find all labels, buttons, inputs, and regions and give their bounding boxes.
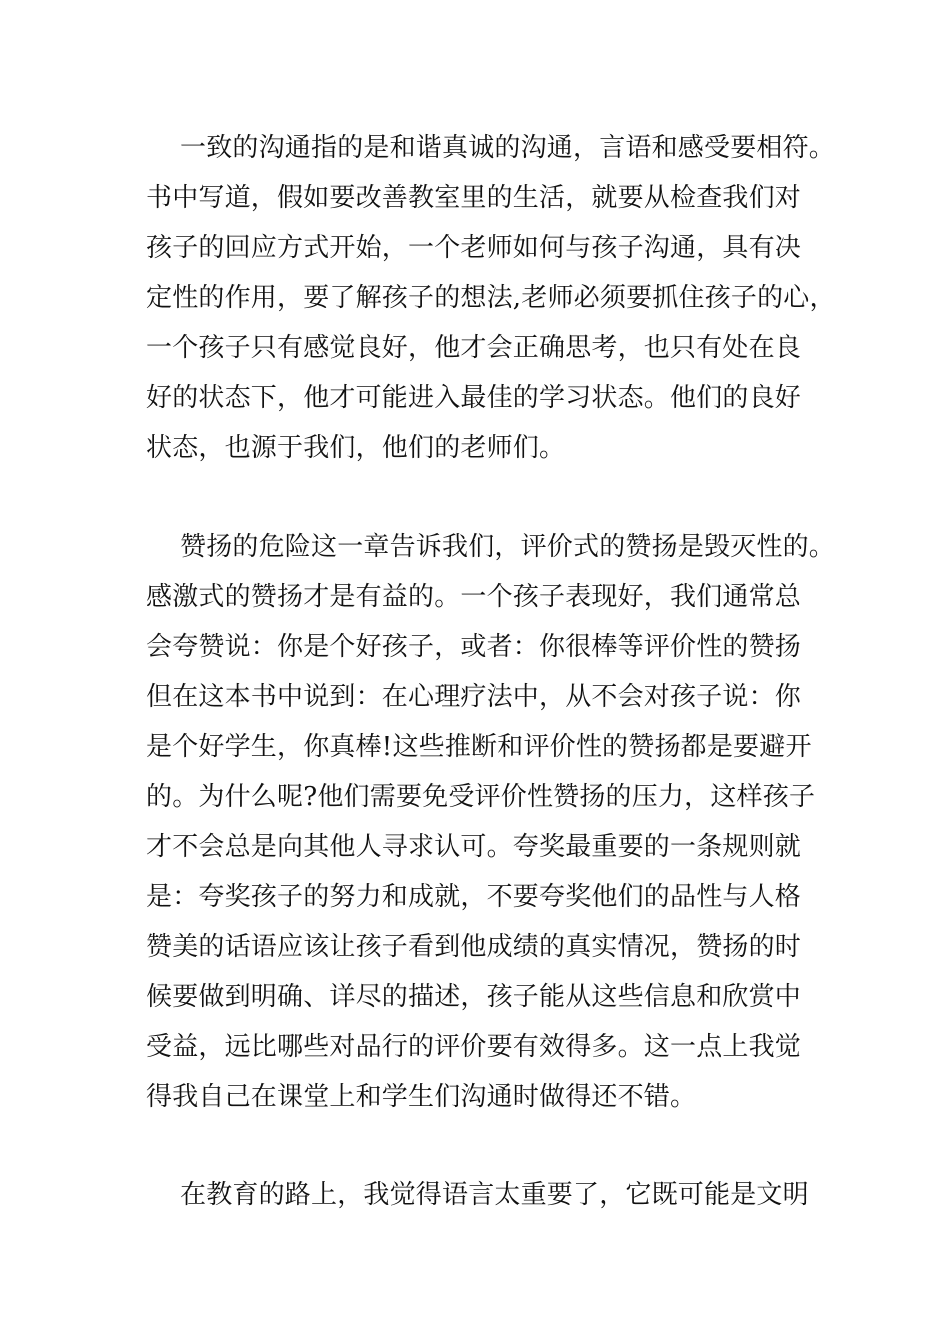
text-line: 得我自己在课堂上和学生们沟通时做得还不错。 [146,1082,697,1112]
text-line: 在教育的路上，我觉得语言太重要了，它既可能是文明 [180,1180,809,1210]
text-line: 一个孩子只有感觉良好，他才会正确思考，也只有处在良 [146,333,802,363]
text-line: 孩子的回应方式开始，一个老师如何与孩子沟通，具有决 [146,233,802,263]
text-line: 书中写道，假如要改善教室里的生活，就要从检查我们对 [146,183,802,213]
text-line: 的。为什么呢?他们需要免受评价性赞扬的压力，这样孩子 [146,782,816,812]
text-line: 但在这本书中说到：在心理疗法中，从不会对孩子说：你 [146,682,802,712]
text-line: 候要做到明确、详尽的描述，孩子能从这些信息和欣赏中 [146,982,802,1012]
text-line: 感激式的赞扬才是有益的。一个孩子表现好，我们通常总 [146,582,802,612]
text-line: 定性的作用，要了解孩子的想法,老师必须要抓住孩子的心， [146,283,836,313]
text-line: 会夸赞说：你是个好孩子，或者：你很棒等评价性的赞扬 [146,632,802,662]
text-line: 是个好学生，你真棒!这些推断和评价性的赞扬都是要避开 [146,732,812,762]
paragraph-1 [146,123,836,473]
paragraph-3 [146,1170,816,1220]
text-line: 赞扬的危险这一章告诉我们，评价式的赞扬是毁灭性的。 [180,532,836,562]
text-line: 一致的沟通指的是和谐真诚的沟通，言语和感受要相符。 [180,133,836,163]
text-line: 是：夸奖孩子的努力和成就，不要夸奖他们的品性与人格 [146,882,802,912]
text-line: 才不会总是向其他人寻求认可。夸奖最重要的一条规则就 [146,832,802,862]
text-line: 受益，远比哪些对品行的评价要有效得多。这一点上我觉 [146,1032,802,1062]
paragraph-2 [146,522,836,1122]
text-line: 状态，也源于我们，他们的老师们。 [146,433,566,463]
text-line: 赞美的话语应该让孩子看到他成绩的真实情况，赞扬的时 [146,932,802,962]
text-line: 好的状态下，他才可能进入最佳的学习状态。他们的良好 [146,383,802,413]
